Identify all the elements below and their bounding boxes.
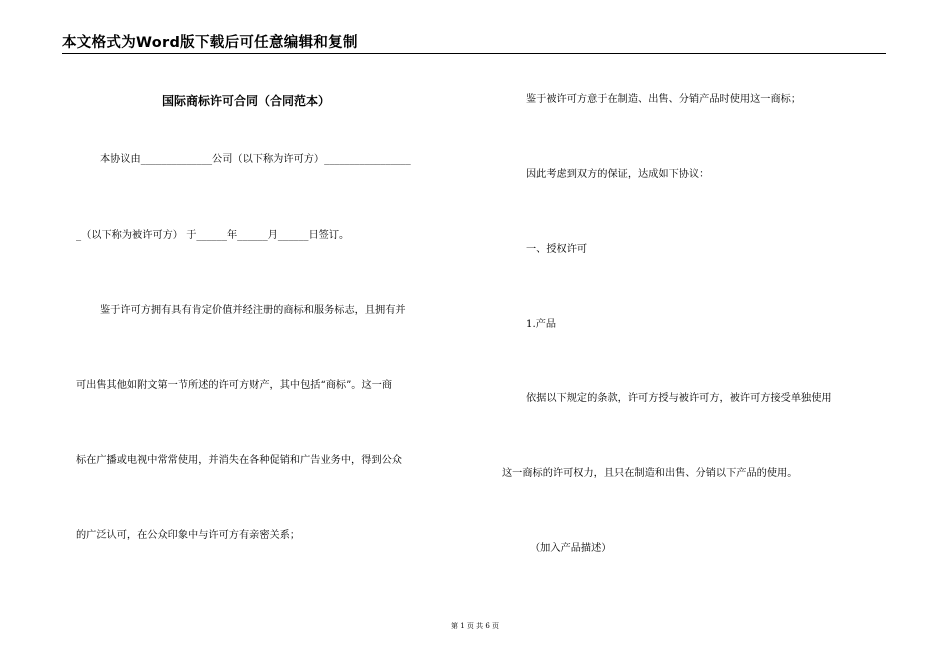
page-header: 本文格式为Word版下载后可任意编辑和复制 bbox=[62, 35, 358, 51]
right-paragraph-line: 因此考虑到双方的保证，达成如下协议： bbox=[526, 169, 710, 180]
right-paragraph-line: 依据以下规定的条款，许可方授与被许可方，被许可方接受单独使用 bbox=[526, 393, 832, 404]
left-paragraph-line: 标在广播或电视中常常使用，并消失在各种促销和广告业务中，得到公众 bbox=[76, 455, 402, 466]
right-paragraph-line: 这一商标的许可权力，且只在制造和出售、分销以下产品的使用。 bbox=[502, 468, 798, 479]
left-paragraph-line: _（以下称为被许可方） 于______年______月______日签订。 bbox=[76, 230, 350, 241]
subsection-heading: 1.产品 bbox=[526, 319, 557, 330]
right-paragraph-line: 鉴于被许可方意于在制造、出售、分销产品时使用这一商标； bbox=[526, 94, 802, 105]
left-paragraph-line: 的广泛认可，在公众印象中与许可方有亲密关系； bbox=[76, 530, 301, 541]
left-paragraph-line: 鉴于许可方拥有具有肯定价值并经注册的商标和服务标志，且拥有并 bbox=[100, 305, 406, 316]
document-title: 国际商标许可合同（合同范本） bbox=[162, 94, 331, 108]
left-paragraph-line: 本协议由______________公司（以下称为许可方）_________________ bbox=[100, 154, 411, 165]
header-divider bbox=[62, 53, 886, 54]
page-number: 第 1 页 共 6 页 bbox=[450, 622, 500, 630]
section-heading: 一、授权许可 bbox=[526, 244, 588, 255]
left-paragraph-line: 可出售其他如附文第一节所述的许可方财产，其中包括“商标”。这一商 bbox=[76, 380, 393, 391]
placeholder-note: （加入产品描述） bbox=[530, 543, 612, 554]
